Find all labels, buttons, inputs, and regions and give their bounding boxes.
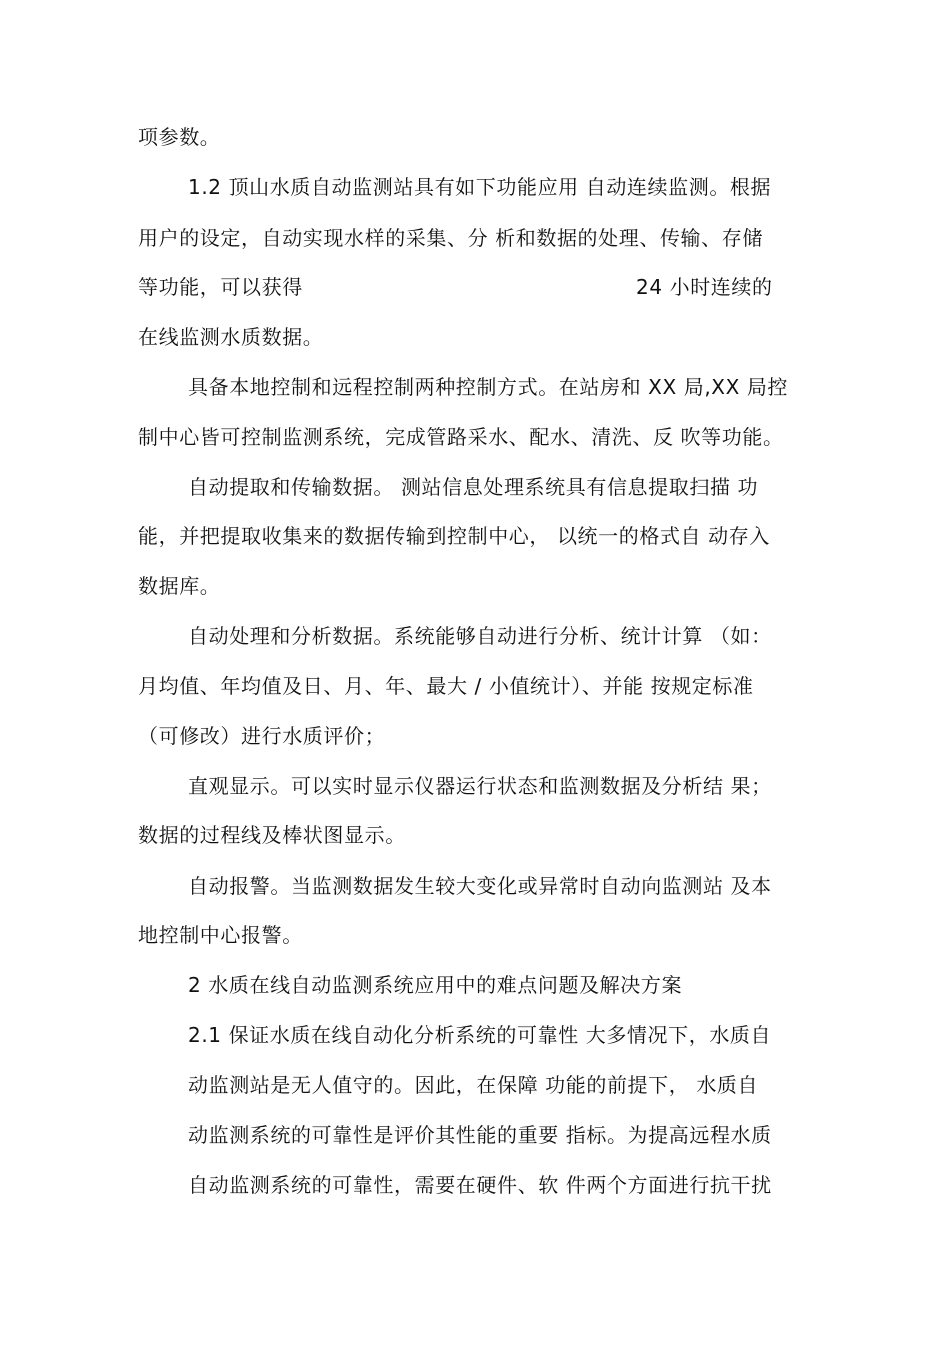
text-line: 具备本地控制和远程控制两种控制方式。在站房和 XX 局,XX 局控	[188, 375, 789, 399]
text-line: 直观显示。可以实时显示仪器运行状态和监测数据及分析结 果；	[188, 774, 772, 798]
text-line: 24 小时连续的	[636, 275, 773, 299]
text-line: 等功能，可以获得	[138, 275, 303, 299]
text-line: 能，并把提取收集来的数据传输到控制中心， 以统一的格式自 动存入	[138, 524, 770, 548]
text-line: 自动提取和传输数据。 测站信息处理系统具有信息提取扫描 功	[188, 475, 759, 499]
text-line: 制中心皆可控制监测系统，完成管路采水、配水、清洗、反 吹等功能。	[138, 425, 784, 449]
text-line: 动监测站是无人值守的。因此，在保障 功能的前提下， 水质自	[188, 1073, 759, 1097]
text-line: 用户的设定，自动实现水样的采集、分 析和数据的处理、传输、存储	[138, 226, 763, 250]
text-line: 自动报警。当监测数据发生较大变化或异常时自动向监测站 及本	[188, 874, 772, 898]
text-line: 项参数。	[138, 125, 221, 149]
section-heading: 2 水质在线自动监测系统应用中的难点问题及解决方案	[188, 973, 683, 997]
text-line: （可修改）进行水质评价；	[138, 724, 386, 748]
text-line: 数据的过程线及棒状图显示。	[138, 823, 406, 847]
text-line: 月均值、年均值及日、月、年、最大 / 小值统计）、并能 按规定标准	[138, 674, 754, 698]
subsection-heading: 2.1 保证水质在线自动化分析系统的可靠性 大多情况下，水质自	[188, 1023, 772, 1047]
text-line: 数据库。	[138, 574, 221, 598]
text-line: 自动监测系统的可靠性，需要在硬件、软 件两个方面进行抗干扰	[188, 1173, 772, 1197]
text-line: 1.2 顶山水质自动监测站具有如下功能应用 自动连续监测。根据	[188, 175, 772, 199]
text-line: 在线监测水质数据。	[138, 325, 324, 349]
text-line: 地控制中心报警。	[138, 923, 303, 947]
text-line: 动监测系统的可靠性是评价其性能的重要 指标。为提高远程水质	[188, 1123, 772, 1147]
text-line: 自动处理和分析数据。系统能够自动进行分析、统计计算 （如：	[188, 624, 772, 648]
